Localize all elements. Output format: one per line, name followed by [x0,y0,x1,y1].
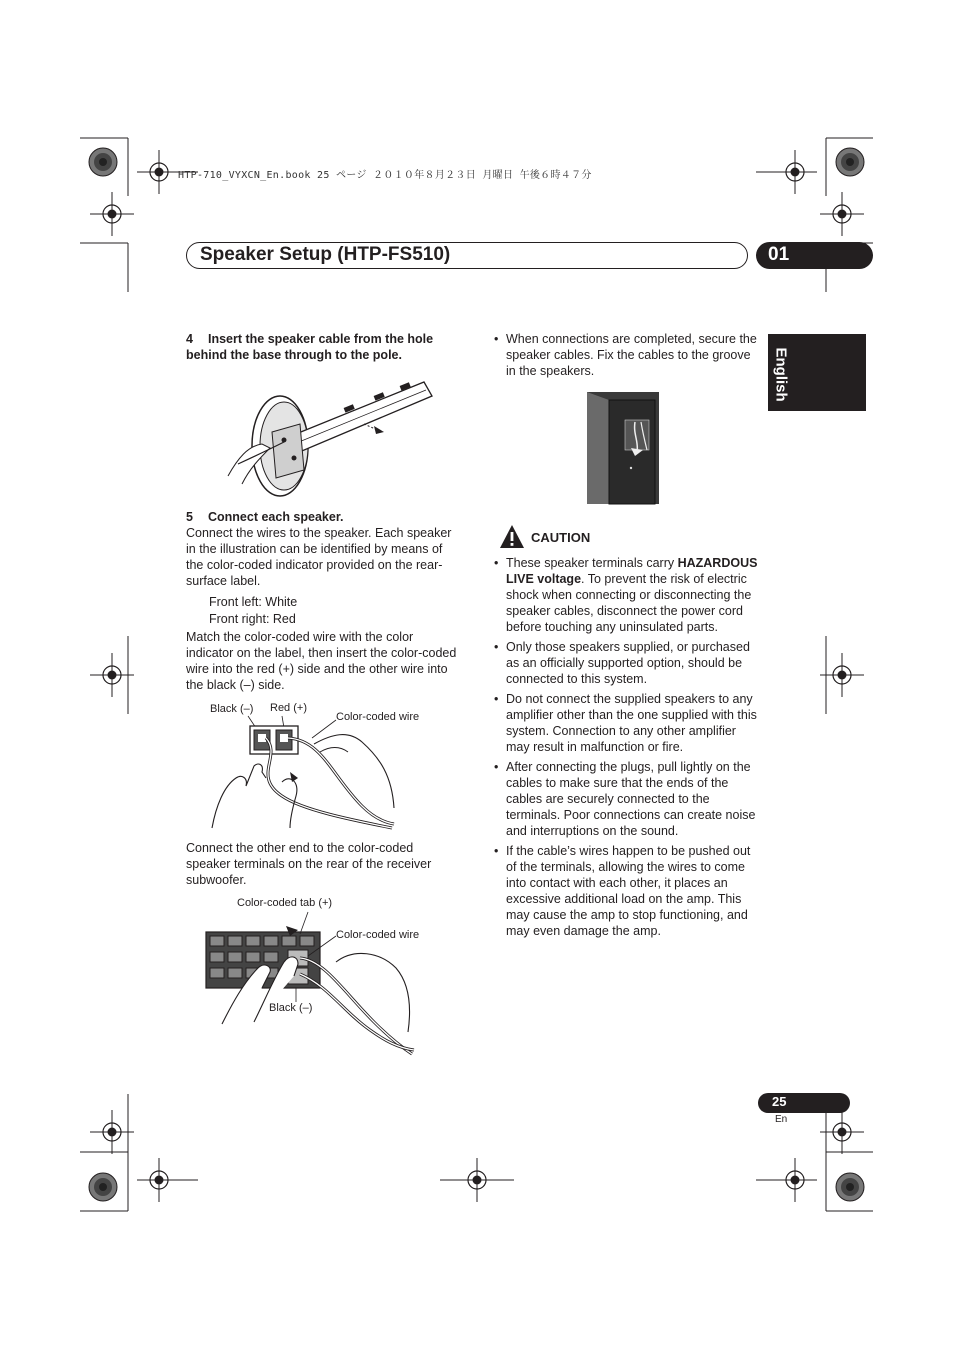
caution-title: CAUTION [531,530,591,545]
step-5-heading: Connect each speaker. [208,510,344,524]
caution-item: • If the cable’s wires happen to be pushed out of the terminals, allowing the wires to come into contact with each other, it places an excessive additional load on the amp. This may cause the amp to stop functioning, and may even damage the amp. [494,843,758,939]
front-right-label: Front right: Red [209,612,296,626]
step-4-text: Insert the speaker cable from the hole behind the base through to the pole. [186,332,434,362]
intro-bullet [494,331,758,383]
print-metadata: HTP-710_VYXCN_En.book 25 ページ ２０１０年８月２３日 月曜日 午後６時４７分 [178,170,592,181]
front-left-label: Front left: White [209,595,298,609]
speaker-groove-illustration [587,392,659,504]
fig3-wire-label: Color-coded wire [336,929,420,941]
step-5-body: Connect the wires to the speaker. Each speaker in the illustration can be identified by means of the color-coded indicator provided on the rear-surface label. [186,526,452,588]
page-language: En [775,1114,788,1125]
step-5 [186,509,461,693]
language-tab-label: English [772,347,790,402]
caution-item: • Only those speakers supplied, or purchased as an officially supported option, should be connected to this system. [494,639,758,687]
subwoofer-terminal-illustration [204,912,416,1056]
fig3-black-label: Black (–) [269,1002,313,1014]
stand-illustration [224,372,438,496]
chapter-number: 01 [768,244,790,265]
speaker-terminal-illustration [212,716,398,830]
fig2-red-label: Red (+) [270,702,307,714]
cable-secure-instruction: • When connections are completed, secure the speaker cables. Fix the cables to the groove in the speakers. [494,331,758,379]
caution-item: • These speaker terminals carry HAZARDOUS LIVE voltage. To prevent the risk of electric shock when connecting or disconnecting the speaker cables, disconnect the power cord before touching any uninsulated parts. [494,555,758,635]
page-number: 25 [772,1094,787,1109]
caution-list [494,555,758,943]
fig2-black-label: Black (–) [210,703,254,715]
page-title: Speaker Setup (HTP-FS510) [200,244,451,265]
match-instructions: Match the color-coded wire with the color indicator on the label, then insert the color-coded wire into the red (+) side and the other wire into the black (–) side. [186,630,457,692]
caution-item: • Do not connect the supplied speakers to any amplifier other than the one supplied with this system. Connection to any other amplifier may result in malfunction or fire. [494,691,758,755]
other-end-instructions: Connect the other end to the color-coded speaker terminals on the rear of the receiver subwoofer. [186,841,432,887]
caution-item: • After connecting the plugs, pull lightly on the cables to make sure that the ends of the cables are securely connected to the terminals. Poor connections can create noise and interruptions on the sound. [494,759,758,839]
step-4-number: 4 [186,332,193,346]
step-5-number: 5 [186,510,193,524]
fig2-wire-label: Color-coded wire [336,711,420,723]
fig3-tab-label: Color-coded tab (+) [237,897,333,909]
step-4 [186,331,461,363]
warning-triangle-icon [499,524,525,549]
